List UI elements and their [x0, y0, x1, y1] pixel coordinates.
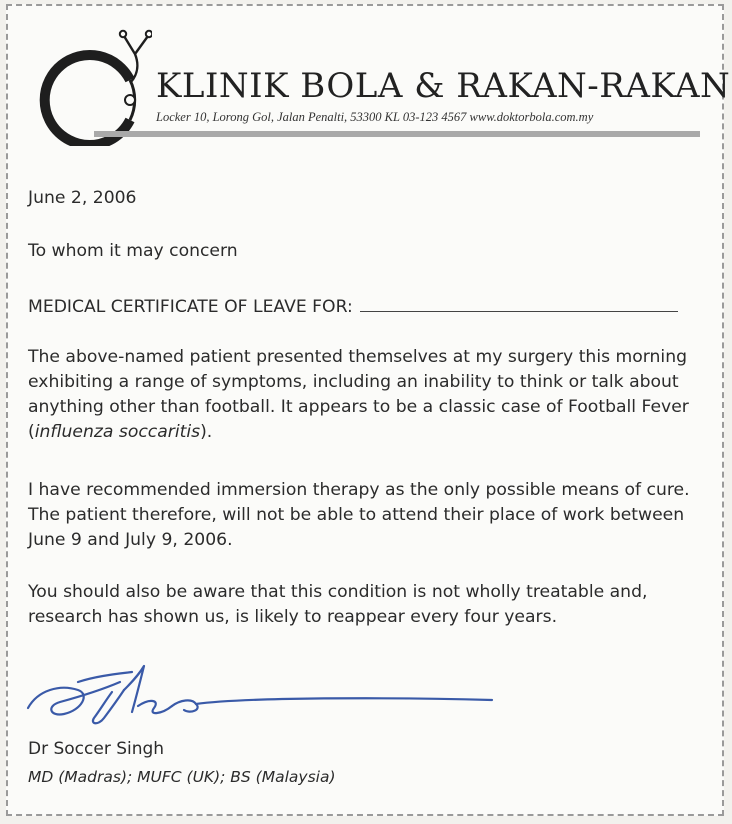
diagnosis-latin: influenza soccaritis: [34, 422, 201, 442]
salutation: To whom it may concern: [28, 241, 238, 261]
certificate-line: [28, 293, 708, 320]
clinic-name: KLINIK BOLA & RAKAN-RAKAN: [156, 66, 731, 106]
paragraph-symptoms-end: ).: [200, 422, 213, 442]
doctor-name: Dr Soccer Singh: [28, 739, 165, 759]
doctor-qualifications: MD (Madras); MUFC (UK); BS (Malaysia): [28, 768, 336, 786]
paragraph-warning: You should also be aware that this condition is not wholly treatable and, research has shown us, is likely to reappear every four years.: [28, 582, 648, 627]
paragraph-symptoms-text: The above-named patient presented themselves at my surgery this morning exhibiting a range of symptoms, including an inability to think or talk about anything other than football. It appears to be a classic case of Football Fever (: [28, 347, 689, 442]
medical-certificate: [6, 4, 731, 816]
paragraph-symptoms: [28, 345, 708, 445]
header-divider: [94, 131, 700, 137]
patient-name-blank: [360, 293, 678, 312]
stethoscope-icon: [32, 24, 152, 146]
letter-date: June 2, 2006: [28, 188, 137, 208]
signature: [20, 656, 500, 731]
paragraph-treatment: I have recommended immersion therapy as the only possible means of cure. The patient therefore, will not be able to attend their place of work between June 9 and July 9, 2006.: [28, 480, 690, 550]
clinic-address: Locker 10, Lorong Gol, Jalan Penalti, 53300 KL 03-123 4567 www.doktorbola.com.my: [156, 110, 594, 124]
certificate-label: MEDICAL CERTIFICATE OF LEAVE FOR:: [28, 297, 353, 317]
